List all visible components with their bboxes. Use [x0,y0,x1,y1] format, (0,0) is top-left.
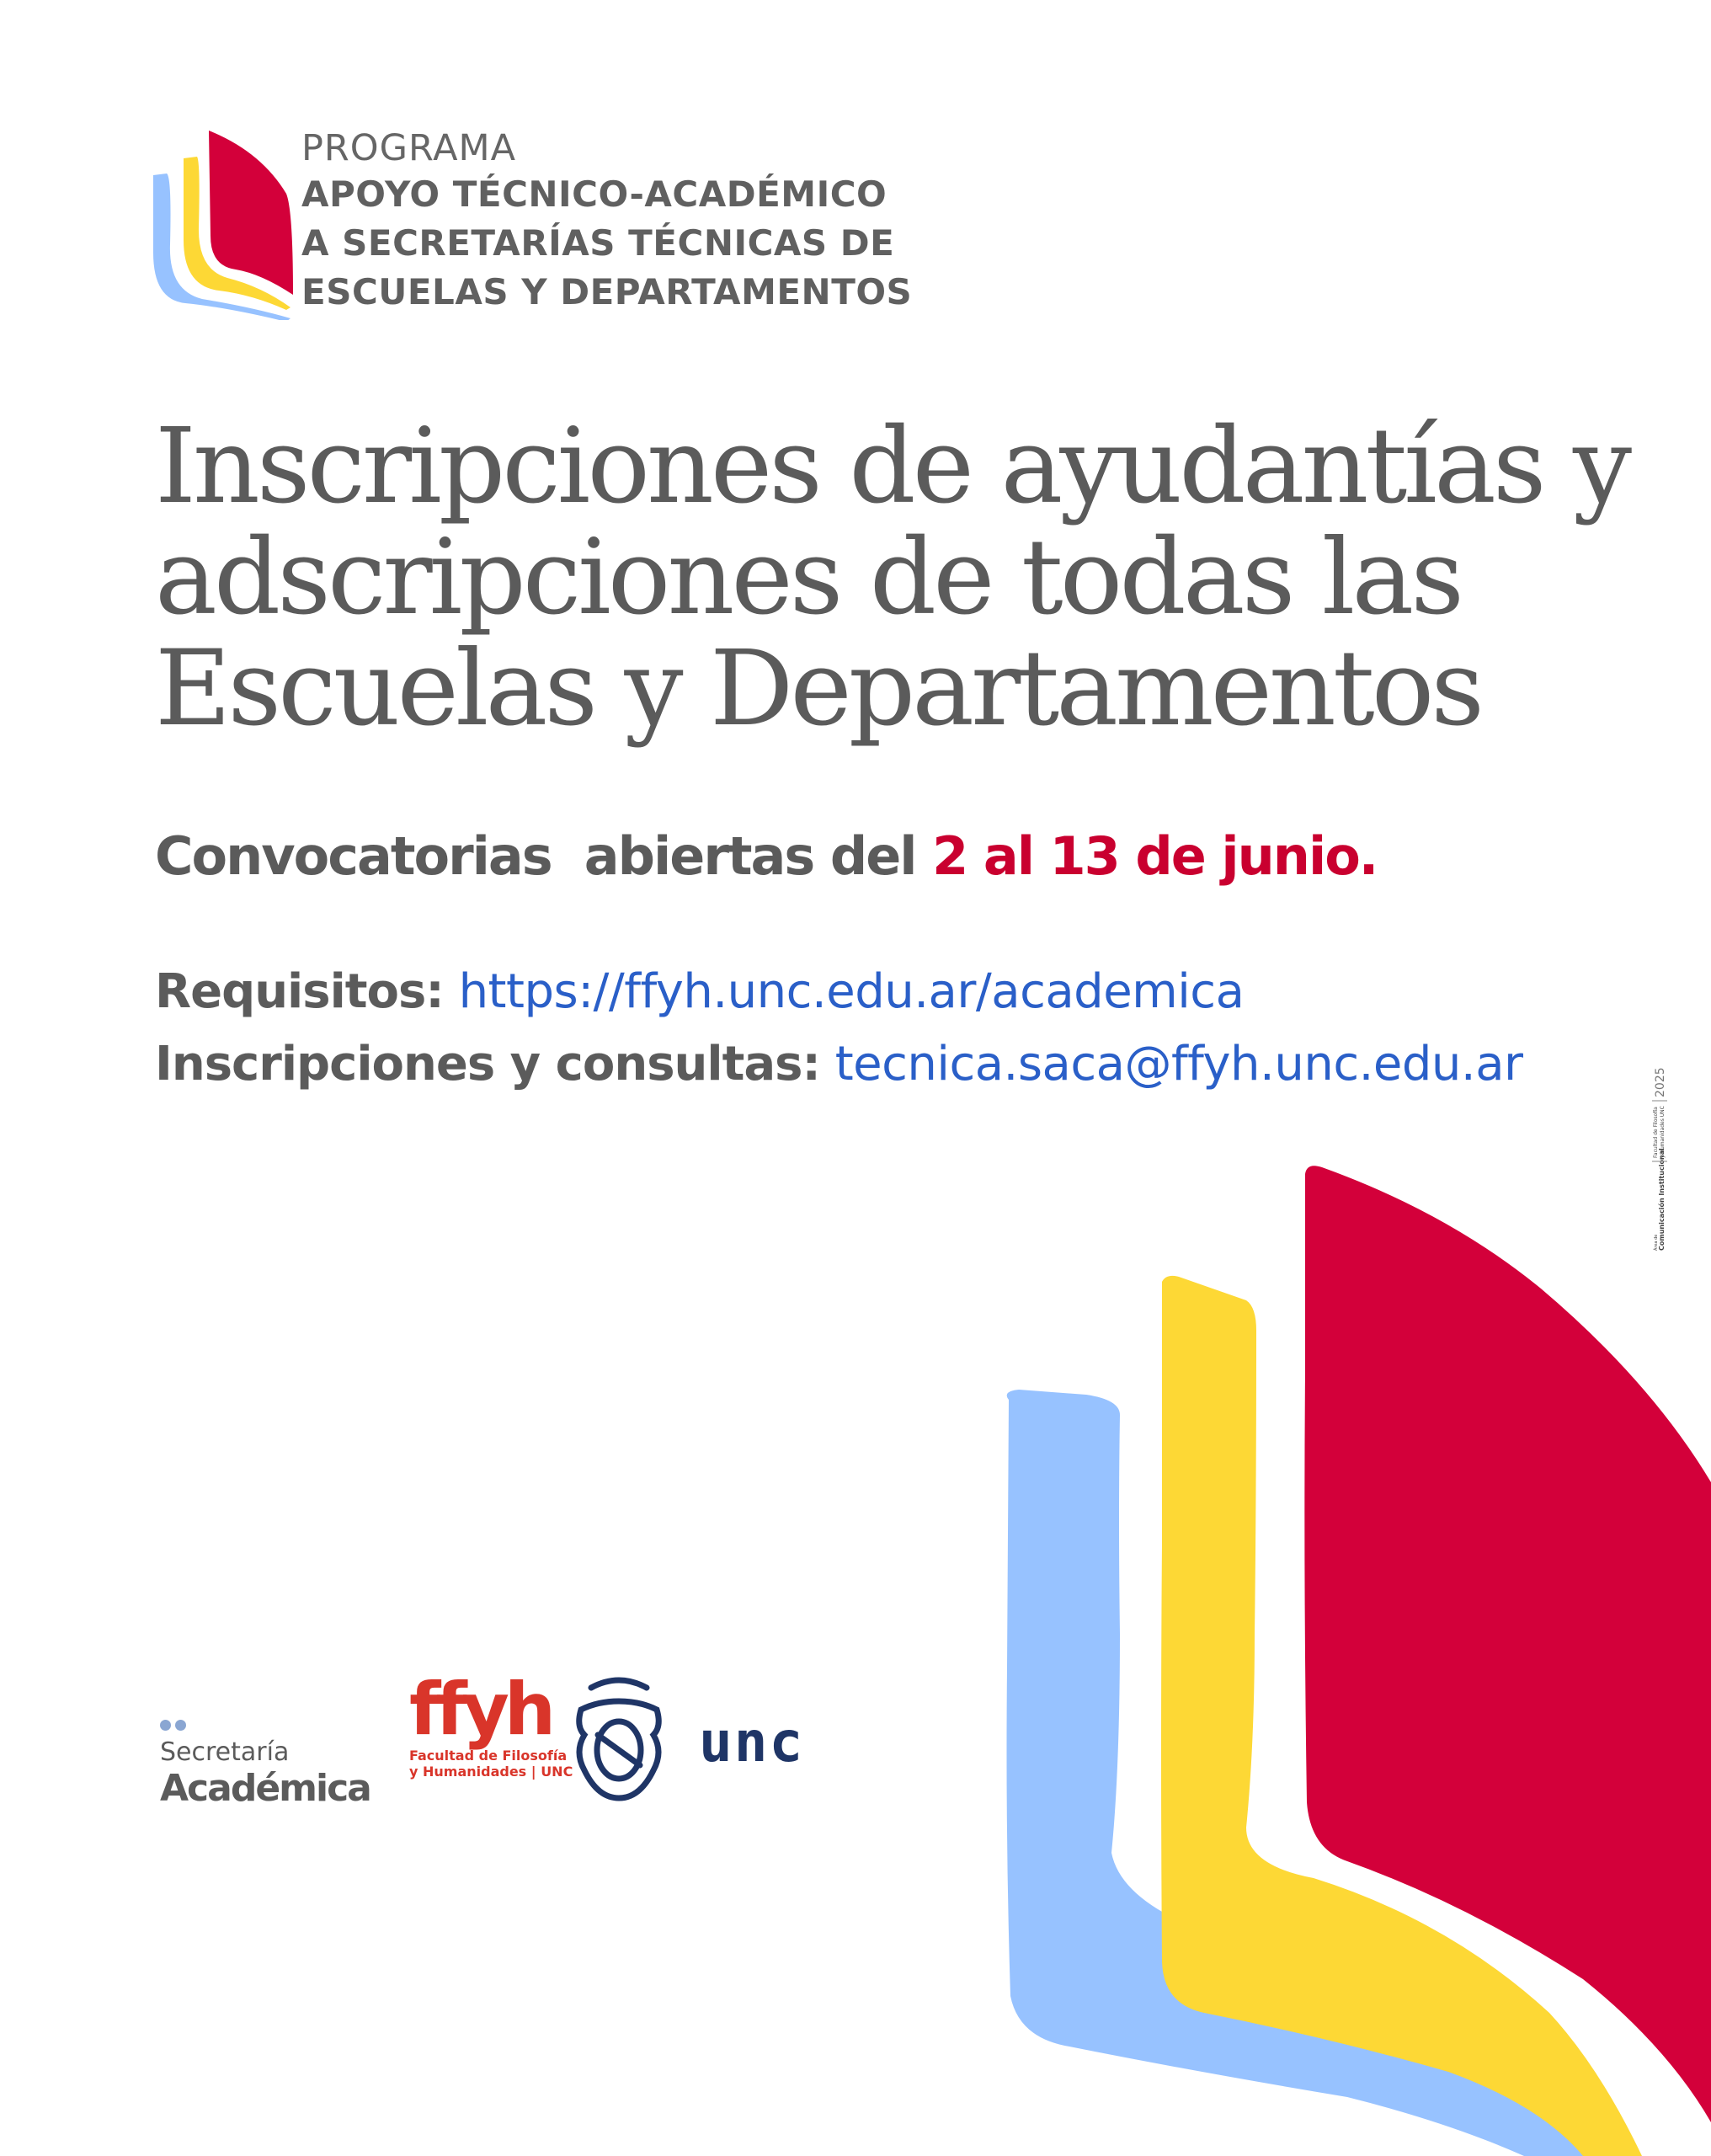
program-title-line-3: ESCUELAS Y DEPARTAMENTOS [301,271,913,312]
dots-icon [160,1718,370,1734]
ffyh-sub-line-2: y Humanidades | UNC [409,1764,573,1780]
headline-line-3: Escuelas y Departamentos [155,628,1482,750]
secretaria-line-1: Secretaría [160,1737,290,1767]
unc-wordmark: unc [699,1710,805,1774]
dates-highlight: 2 al 13 de junio. [932,825,1378,887]
inscriptions-email-link[interactable]: tecnica.saca@ffyh.unc.edu.ar [834,1037,1523,1091]
inscriptions-row [155,1028,1523,1101]
requirements-label: Requisitos: [155,964,444,1019]
credit-area-small: Área de [1654,1234,1659,1251]
requirements-link[interactable]: https://ffyh.unc.edu.ar/academica [458,964,1245,1019]
inscriptions-label: Inscripciones y consultas: [155,1037,820,1091]
dates-prefix: Convocatorias abiertas del [155,825,933,887]
credit-area: Comunicación Institucional [1658,1148,1666,1251]
contact-block [155,956,1523,1101]
book-pages-icon [152,126,295,320]
credit-faculty-line-1: Facultad de Filosofía [1653,1107,1659,1158]
dates-line [155,825,1377,887]
program-title-block [301,126,912,317]
unc-logo [573,1676,817,1811]
program-title-line-2: A SECRETARÍAS TÉCNICAS DE [301,222,895,264]
headline [155,406,1628,750]
headline-line-1: Inscripciones de ayudantías y [155,406,1628,527]
ffyh-logo [409,1668,573,1780]
unc-shield-icon [573,1676,665,1802]
program-label: PROGRAMA [301,127,517,169]
headline-line-2: adscripciones de todas las [155,517,1461,638]
ffyh-sub-line-1: Facultad de Filosofía [409,1748,568,1764]
credit-faculty-line-2: y Humanidades UNC [1660,1106,1666,1158]
program-title-line-1: APOYO TÉCNICO-ACADÉMICO [301,173,887,215]
credit-year: 2025 [1654,1067,1667,1097]
open-book-graphic [994,1162,1711,2156]
secretaria-line-2: Académica [160,1767,370,1810]
requirements-row [155,956,1523,1028]
secretaria-academica-logo [160,1718,370,1810]
ffyh-wordmark: ffyh [409,1668,552,1752]
